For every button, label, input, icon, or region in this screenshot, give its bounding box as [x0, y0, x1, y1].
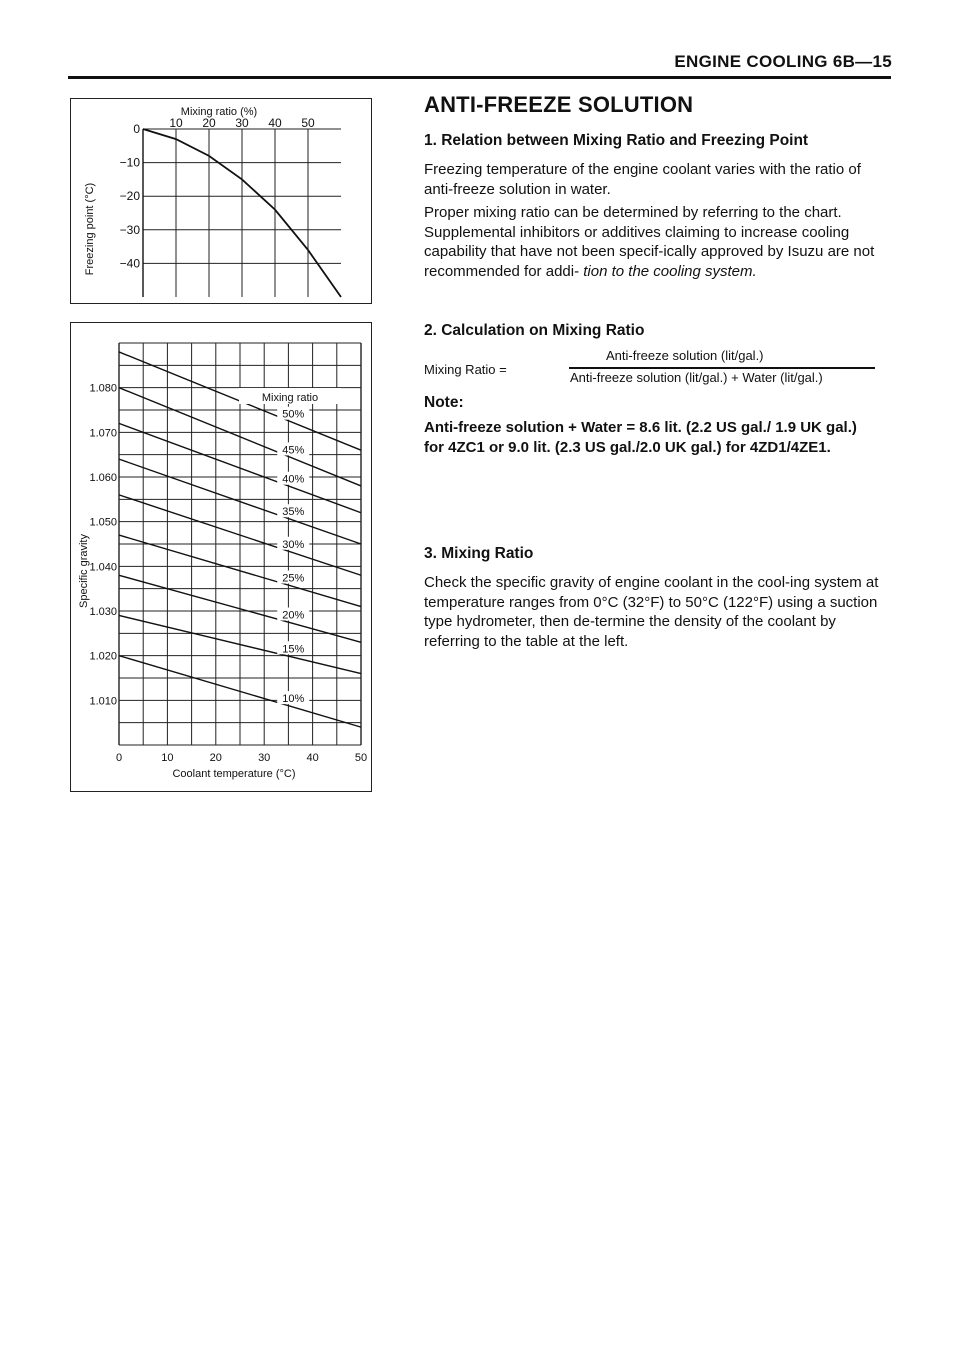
note-label: Note: [424, 394, 464, 411]
item3-paragraph: Check the specific gravity of engine coolant in the cool-ing system at temperature ranges from 0°C (32°F) to 50°C (122°F) using a suction type hydrometer, then de-termine the density of the coolant by referring to the table at the left. [424, 574, 879, 650]
item3-heading: 3. Mixing Ratio [424, 545, 534, 562]
chart1-y-tick-label: −30 [119, 222, 140, 237]
chart1-y-tick-label: −20 [119, 189, 140, 204]
chart2-series-label: 20% [282, 609, 305, 622]
formula-fraction-bar [569, 367, 875, 369]
chart1-y-tick-label: −10 [119, 155, 140, 170]
chart1-x-tick-label: 20 [202, 116, 216, 130]
chart1-title: Mixing ratio (%) [180, 106, 258, 118]
chart1-x-tick-label: 10 [169, 116, 183, 130]
item1-paragraph1: Freezing temperature of the engine coolant varies with the ratio of anti-freeze solution in water. [424, 161, 861, 198]
formula-denominator: Anti-freeze solution (lit/gal.) + Water (lit/gal.) [570, 370, 823, 385]
chart2-title: Mixing ratio [261, 392, 319, 404]
chart1-y-tick-label: 0 [133, 122, 140, 136]
page-header: ENGINE COOLING 6B—15 [674, 52, 892, 71]
chart2-series-label: 45% [282, 444, 305, 457]
formula-lhs: Mixing Ratio = [424, 362, 507, 377]
chart2-series-label: 30% [282, 538, 305, 551]
chart2-series-label: 25% [282, 572, 305, 585]
chart2-y-tick-label: 1.060 [89, 472, 117, 484]
item2-heading: 2. Calculation on Mixing Ratio [424, 322, 645, 339]
chart2-y-axis-label: Specific gravity [78, 534, 90, 608]
specific-gravity-chart [70, 322, 372, 792]
freezing-point-chart [70, 98, 372, 304]
chart1-x-tick-label: 30 [235, 116, 249, 130]
chart2-series-label: 15% [282, 643, 305, 656]
mixing-ratio-formula [424, 348, 884, 388]
item1-heading: 1. Relation between Mixing Ratio and Freezing Point [424, 132, 809, 149]
formula-numerator: Anti-freeze solution (lit/gal.) [606, 348, 764, 363]
chart2-series-label: 40% [282, 473, 305, 486]
chart2-y-tick-label: 1.010 [89, 695, 117, 708]
freezing-point-chart-svg [71, 99, 371, 303]
chart2-series-label: 50% [282, 408, 305, 421]
chart2-series-label: 10% [282, 693, 305, 706]
chart1-x-tick-label: 50 [301, 116, 315, 130]
specific-gravity-chart-svg [71, 323, 371, 791]
chart2-x-tick-label: 20 [209, 752, 222, 764]
chart2-y-tick-label: 1.070 [89, 427, 117, 440]
chart2-x-tick-label: 0 [115, 752, 123, 764]
item1-paragraph2 [424, 203, 880, 281]
chart2-y-tick-label: 1.040 [89, 561, 117, 574]
chart2-y-tick-label: 1.050 [89, 516, 117, 529]
note-text: Anti-freeze solution + Water = 8.6 lit. (2.2 US gal./ 1.9 UK gal.) for 4ZC1 or 9.0 lit. (2.3 US gal./2.0 UK gal.) for 4ZD1/4ZE1. [424, 419, 857, 456]
section-title: ANTI-FREEZE SOLUTION [424, 92, 694, 117]
item1-paragraph2-main: Proper mixing ratio can be determined by referring to the chart. Supplemental inhibitors or additives claiming to increase cooling capability that have not been specif-ically approved by Isuzu are not recommended for addi- [424, 204, 875, 280]
chart2-x-tick-label: 50 [354, 752, 368, 764]
chart1-y-tick-label: −40 [119, 256, 140, 271]
chart2-x-tick-label: 10 [161, 752, 174, 764]
chart2-y-tick-label: 1.080 [89, 382, 117, 395]
chart1-x-tick-label: 40 [268, 116, 282, 130]
chart2-x-tick-label: 40 [306, 752, 319, 764]
chart2-series-label: 35% [282, 506, 305, 519]
chart2-y-tick-label: 1.020 [89, 650, 117, 663]
header-rule [68, 76, 891, 79]
item1-paragraph2-end: tion to the cooling system. [583, 262, 757, 280]
chart2-x-tick-label: 30 [258, 752, 271, 764]
chart2-x-axis-label: Coolant temperature (°C) [172, 768, 296, 780]
chart1-y-axis-label: Freezing point (°C) [84, 182, 96, 276]
chart2-y-tick-label: 1.030 [89, 606, 117, 618]
